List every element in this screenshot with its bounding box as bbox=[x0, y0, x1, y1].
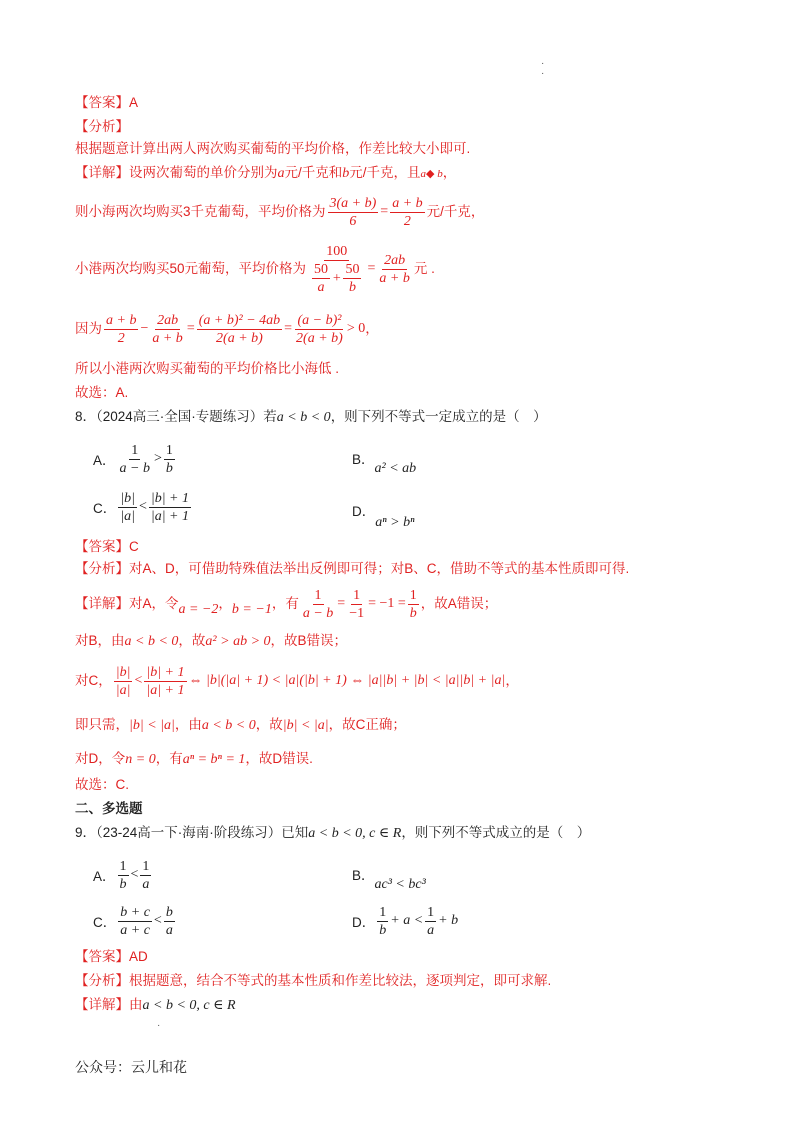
q8-option-d[interactable]: D．aⁿ > bⁿ bbox=[352, 504, 415, 530]
q7-detail-4: 因为 $\frac{a + b}{2}$ − $\frac{2ab}{a + b}$ = $\frac{\text{(a + b)² − 4ab}}{2(a + b)}$ = $\frac{\text{(a − b)²}}{2(a + b)}$ > 0 ， bbox=[75, 312, 379, 346]
q9-answer: 【答案】AD bbox=[75, 949, 148, 964]
q8-option-a[interactable]: A． $\frac{1}{a - b}$ > $\frac{1}{b}$ bbox=[93, 442, 173, 476]
q7-detail-3: 小港两次均购买50元葡萄，平均价格为 100 $\frac{50}{a}$ + $\frac{50}{b}$ = $\frac{2ab}{a + b}$ 元 . bbox=[75, 243, 435, 295]
q7-detail-5: 所以小港两次购买葡萄的平均价格比小海低 . bbox=[75, 361, 340, 376]
dot-mark: · bbox=[157, 1020, 161, 1031]
q8-analysis: 【分析】对A、D，可借助特殊值法举出反例即可得；对B、C，借助不等式的基本性质即可得. bbox=[75, 561, 630, 576]
q8-detail-4: 即只需，|b| < |a|，由a < b < 0，故|b| < |a|，故C正确； bbox=[75, 717, 406, 733]
section-title: 二、多选题 bbox=[75, 801, 143, 816]
q8-option-c[interactable]: C． $\frac{|b|}{|a|}$ < $\frac{|b| + 1}{|a| + 1}$ bbox=[93, 490, 190, 524]
q9-option-c[interactable]: C． $\frac{b + c}{a + c}$ < $\frac{b}{a}$ bbox=[93, 904, 173, 938]
q8-choose: 故选：C. bbox=[75, 777, 129, 792]
q8-detail-2: 对B，由a < b < 0，故a² > ab > 0，故B错误； bbox=[75, 633, 348, 649]
q7-answer: 【答案】A bbox=[75, 95, 139, 110]
q7-analysis-text: 根据题意计算出两人两次购买葡萄的平均价格，作差比较大小即可. bbox=[75, 141, 471, 156]
q8-answer: 【答案】C bbox=[75, 539, 139, 554]
q9-detail-1: 【详解】由a < b < 0, c ∈ R bbox=[75, 997, 236, 1013]
q8-detail-5: 对D，令n = 0，有aⁿ = bⁿ = 1，故D错误. bbox=[75, 751, 313, 767]
q7-choose: 故选：A. bbox=[75, 385, 129, 400]
q9-option-b[interactable]: B．ac³ < bc³ bbox=[352, 868, 426, 892]
q8-detail-3: 对C， $\frac{|b|}{|a|}$ < $\frac{|b| + 1}{|a| + 1}$ ⇔ |b|(|a| + 1) < |a|(|b| + 1) ⇔ |a||b| + |b| < |a||b| + |a| ， bbox=[75, 664, 519, 698]
corner-mark: · bbox=[541, 58, 545, 69]
q8-detail-1: 【详解】对A，令 a = −2 ， b = −1 ，有 $\frac{1}{a - b}$ = $\frac{1}{-1}$ = −1 = $\frac{1}{b}$ ，故A错误； bbox=[75, 587, 498, 621]
q9-option-d[interactable]: D． $\frac{1}{b}$ + a < $\frac{1}{a}$ + b bbox=[352, 904, 459, 938]
q7-analysis-label: 【分析】 bbox=[75, 119, 129, 134]
q8-stem: 8．（2024高三·全国·专题练习）若a < b < 0，则下列不等式一定成立的是（ ） bbox=[75, 409, 547, 425]
q8-option-b[interactable]: B．a² < ab bbox=[352, 452, 417, 476]
q9-option-a[interactable]: A． $\frac{1}{b}$ < $\frac{1}{a}$ bbox=[93, 858, 150, 892]
corner-mark: · bbox=[541, 68, 545, 79]
footer-text: 公众号：云儿和花 bbox=[75, 1059, 187, 1075]
q7-detail-1: 【详解】设两次葡萄的单价分别为a元/千克和b元/千克，且a◆ b， bbox=[75, 165, 457, 181]
q7-detail-2: 则小海两次均购买3千克葡萄，平均价格为 $\frac{3(a + b)}{6}$ = $\frac{a + b}{2}$ 元/千克， bbox=[75, 195, 485, 229]
q9-analysis: 【分析】根据题意，结合不等式的基本性质和作差比较法，逐项判定，即可求解. bbox=[75, 973, 552, 988]
q9-stem: 9．（23-24高一下·海南·阶段练习）已知a < b < 0, c ∈ R，则下列不等式成立的是（ ） bbox=[75, 825, 591, 841]
